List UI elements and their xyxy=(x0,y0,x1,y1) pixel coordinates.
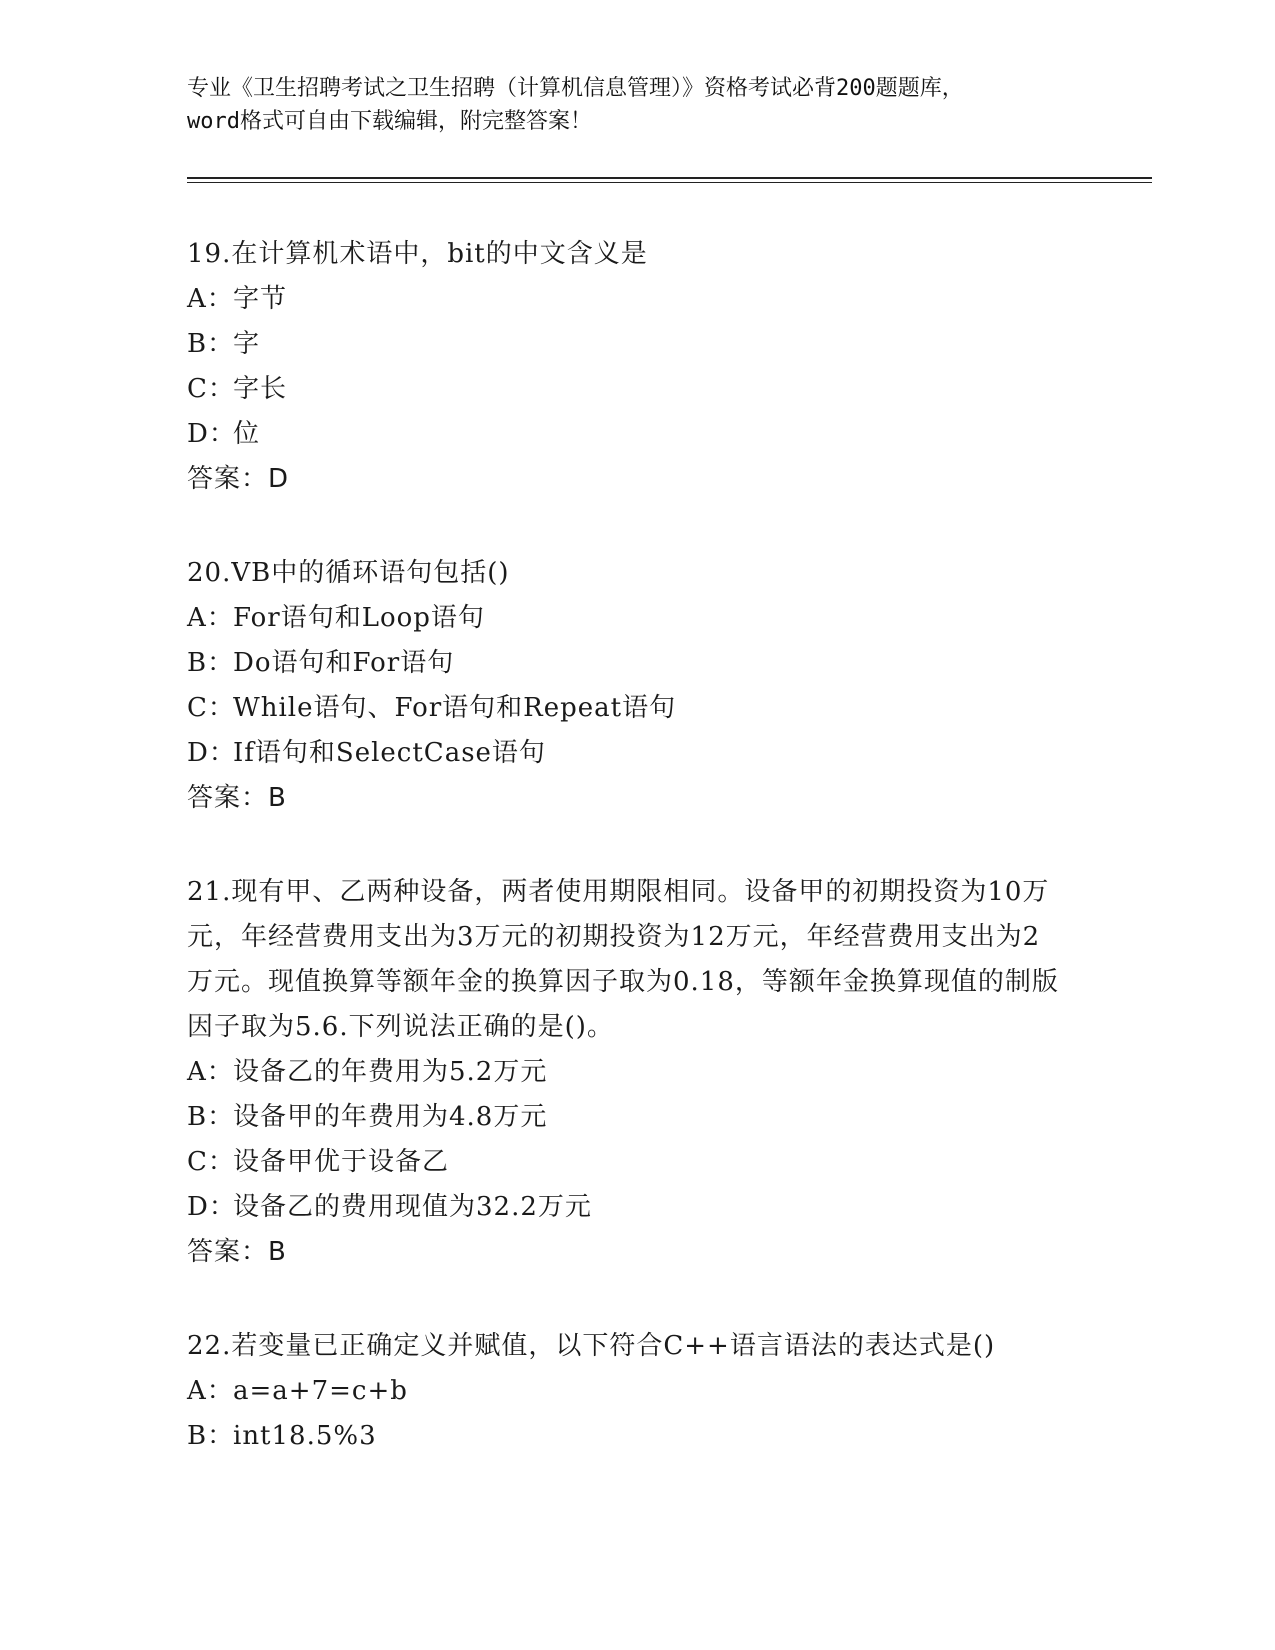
option-key: B： xyxy=(187,329,235,359)
question-stem: 20.VB中的循环语句包括() xyxy=(187,558,510,588)
option-a xyxy=(187,277,1087,322)
header-divider-thick xyxy=(187,177,1152,179)
option-key: C： xyxy=(187,693,235,723)
option-c xyxy=(187,367,1087,412)
option-text: 位 xyxy=(233,419,261,449)
header-divider-thin xyxy=(187,182,1152,183)
question-21 xyxy=(187,870,1067,1275)
answer-line: 答案：D xyxy=(187,464,290,494)
question-stem: 21.现有甲、乙两种设备，两者使用期限相同。设备甲的初期投资为10万元，年经营费用支出为3万元的初期投资为12万元，年经营费用支出为2万元。现值换算等额年金的换算因子取为0.18，等额年金换算现值的制版因子取为5.6.下列说法正确的是()。 xyxy=(187,877,1059,1042)
option-text: 字长 xyxy=(233,374,288,404)
answer-line: 答案：B xyxy=(187,783,287,813)
option-key: D： xyxy=(187,419,236,449)
question-stem: 22.若变量已正确定义并赋值，以下符合C++语言语法的表达式是() xyxy=(187,1331,996,1361)
option-text: 设备乙的费用现值为32.2万元 xyxy=(233,1192,592,1222)
option-key: D： xyxy=(187,1192,236,1222)
answer-line: 答案：B xyxy=(187,1237,287,1267)
option-key: A： xyxy=(187,1376,234,1406)
header-line-1: 专业《卫生招聘考试之卫生招聘（计算机信息管理）》资格考试必背200题题库， xyxy=(187,76,964,101)
option-key: B： xyxy=(187,1102,235,1132)
option-key: A： xyxy=(187,284,234,314)
document-header xyxy=(187,72,1107,138)
option-key: A： xyxy=(187,603,234,633)
option-text: 设备甲的年费用为4.8万元 xyxy=(233,1102,548,1132)
option-text: 字节 xyxy=(233,284,288,314)
option-b xyxy=(187,1414,1087,1459)
option-b xyxy=(187,641,1087,686)
option-text: If语句和SelectCase语句 xyxy=(233,738,546,768)
option-d xyxy=(187,731,1087,776)
option-b xyxy=(187,1095,1067,1140)
question-20 xyxy=(187,551,1087,821)
option-key: C： xyxy=(187,374,235,404)
option-text: While语句、For语句和Repeat语句 xyxy=(233,693,677,723)
option-text: int18.5%3 xyxy=(233,1421,377,1451)
option-key: A： xyxy=(187,1057,234,1087)
header-line-2: word格式可自由下载编辑，附完整答案！ xyxy=(187,109,592,134)
option-text: 设备乙的年费用为5.2万元 xyxy=(233,1057,548,1087)
option-b xyxy=(187,322,1087,367)
question-19 xyxy=(187,232,1087,502)
option-text: 字 xyxy=(233,329,261,359)
option-c xyxy=(187,1140,1067,1185)
option-d xyxy=(187,1185,1067,1230)
option-key: B： xyxy=(187,1421,235,1451)
option-a xyxy=(187,596,1087,641)
option-text: 设备甲优于设备乙 xyxy=(233,1147,450,1177)
option-text: a=a+7=c+b xyxy=(233,1376,408,1406)
question-22 xyxy=(187,1324,1087,1459)
question-stem: 19.在计算机术语中，bit的中文含义是 xyxy=(187,239,648,269)
option-d xyxy=(187,412,1087,457)
option-key: C： xyxy=(187,1147,235,1177)
option-key: D： xyxy=(187,738,236,768)
option-a xyxy=(187,1369,1087,1414)
option-text: Do语句和For语句 xyxy=(233,648,455,678)
option-c xyxy=(187,686,1087,731)
option-text: For语句和Loop语句 xyxy=(233,603,485,633)
option-key: B： xyxy=(187,648,235,678)
option-a xyxy=(187,1050,1067,1095)
